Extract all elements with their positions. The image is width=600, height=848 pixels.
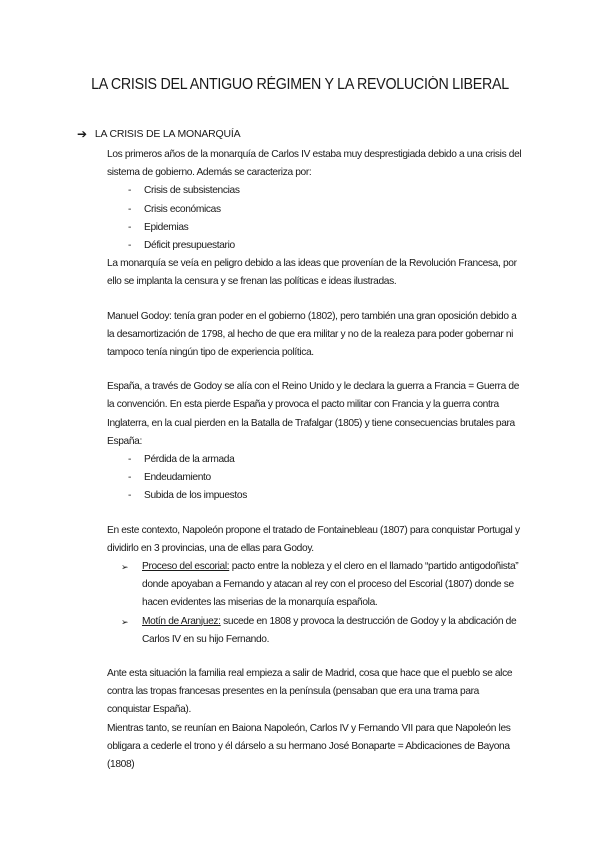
motin-label: Motín de Aranjuez: bbox=[142, 615, 221, 627]
ante-paragraph: Ante esta situación la familia real empieza a salir de Madrid, cosa que hace que el pueblo se alce contra las tropas francesas presentes en la península (pensaban que era una trama para conquistar España). bbox=[107, 668, 513, 716]
list-item bbox=[107, 613, 523, 649]
list-item: - Endeudamiento bbox=[107, 469, 523, 487]
document-title: LA CRISIS DEL ANTIGUO RÉGIMEN Y LA REVOLUCIÓN LIBERAL bbox=[91, 76, 509, 93]
motin-text: sucede en 1808 y provoca la destrucción de Godoy y la abdicación de Carlos IV en su hijo Fernando. bbox=[142, 615, 517, 645]
arrowhead-bullet-icon: ➢ bbox=[121, 562, 129, 573]
consecuencias-list bbox=[107, 451, 523, 506]
crisis-list bbox=[107, 182, 523, 255]
mientras-paragraph: Mientras tanto, se reunían en Baiona Napoleón, Carlos IV y Fernando VII para que Napoleón les obligara a cederle el trono y él dárselo a su hermano José Bonaparte = Abdicaciones de Bayona (1808) bbox=[107, 722, 511, 771]
list-item: - Pérdida de la armada bbox=[107, 451, 523, 469]
arrow-bullet-icon: ➔ bbox=[77, 127, 87, 141]
godoy-paragraph: Manuel Godoy: tenía gran poder en el gobierno (1802), pero también una gran oposición debido a la desamortización de 1798, al hecho de que era militar y no de la realeza para poder gobernar ni tampoco tenía ningún tipo de experiencia política. bbox=[107, 310, 517, 359]
section-heading bbox=[77, 127, 240, 141]
contexto-paragraph: En este contexto, Napoleón propone el tratado de Fontainebleau (1807) para conquistar Portugal y dividirlo en 3 provincias, una de ellas para Godoy. bbox=[107, 524, 520, 554]
espana-paragraph: España, a través de Godoy se alía con el Reino Unido y le declara la guerra a Francia = Guerra de la convención. En esta pierde España y provoca el pacto militar con Francia y la guerra contra Inglaterra, en la cual pierden en la Batalla de Trafalgar (1805) y tiene consecuencias brutales para España: bbox=[107, 381, 520, 447]
monarquia-paragraph: La monarquía se veía en peligro debido a las ideas que provenían de la Revolución Francesa, por ello se implanta la censura y se frenan las políticas e ideas ilustradas. bbox=[107, 258, 517, 288]
section-heading-text: LA CRISIS DE LA MONARQUÍA bbox=[94, 128, 241, 140]
events-list bbox=[107, 558, 523, 649]
list-item: - Epidemias bbox=[107, 219, 523, 237]
list-item: - Déficit presupuestario bbox=[107, 237, 523, 255]
proceso-text: pacto entre la nobleza y el clero en el llamado “partido antigodoñista” donde apoyaban a Fernando y atacan al rey con el proceso del Escorial (1807) donde se hacen evidentes las miserias de la monarquía española. bbox=[142, 561, 519, 609]
list-item: - Subida de los impuestos bbox=[107, 487, 523, 505]
list-item bbox=[107, 558, 523, 613]
document-body bbox=[107, 146, 523, 774]
proceso-label: Proceso del escorial: bbox=[142, 561, 230, 573]
list-item: - Crisis económicas bbox=[107, 201, 523, 219]
arrowhead-bullet-icon: ➢ bbox=[121, 616, 129, 627]
list-item: - Crisis de subsistencias bbox=[107, 182, 523, 200]
intro-paragraph: Los primeros años de la monarquía de Carlos IV estaba muy desprestigiada debido a una crisis del sistema de gobierno. Además se caracteriza por: bbox=[107, 149, 522, 179]
